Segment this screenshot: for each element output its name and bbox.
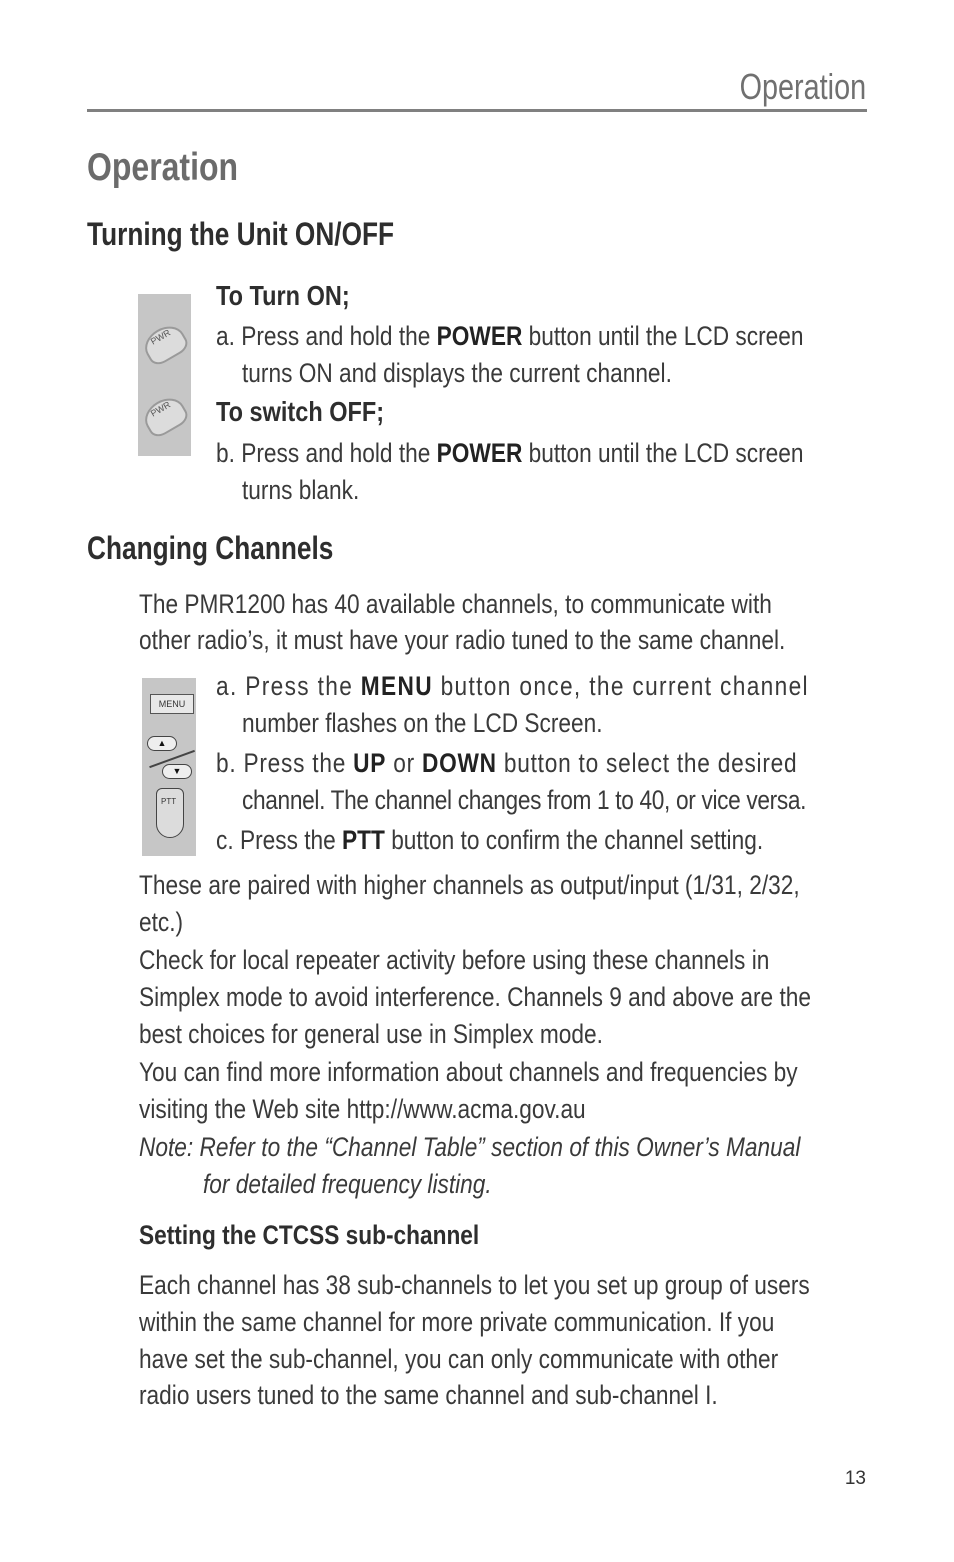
channels-step-a: a. Press the MENU button once, the current channel <box>216 671 809 701</box>
menu-button-icon: MENU <box>150 694 194 714</box>
ctcss-line4: radio users tuned to the same channel and sub-channel I. <box>139 1380 718 1410</box>
repeater-line2: Simplex mode to avoid interference. Channels 9 and above are the <box>139 982 811 1012</box>
power-button-icon <box>139 392 191 441</box>
pwr-label: PWR <box>148 399 173 419</box>
channels-step-b: b. Press the UP or DOWN button to select the desired <box>216 748 798 778</box>
note-line2: for detailed frequency listing. <box>203 1169 492 1199</box>
turn-on-step-a-line2: turns ON and displays the current channel. <box>242 358 672 388</box>
paired-channels-line1: These are paired with higher channels as output/input (1/31, 2/32, <box>139 870 800 900</box>
repeater-line3: best choices for general use in Simplex mode. <box>139 1019 603 1049</box>
ptt-label: PTT <box>161 797 177 806</box>
pwr-label: PWR <box>148 327 173 347</box>
switch-off-step-b-line2: turns blank. <box>242 475 360 505</box>
channel-buttons-illustration <box>142 678 196 856</box>
page-number: 13 <box>844 1468 866 1489</box>
paired-channels-line2: etc.) <box>139 907 184 937</box>
turn-on-step-a: a. Press and hold the POWER button until the LCD screen <box>216 321 804 351</box>
ctcss-line2: within the same channel for more private communication. If you <box>139 1307 775 1337</box>
header-rule <box>87 109 867 112</box>
channels-intro-line2: other radio’s, it must have your radio tuned to the same channel. <box>139 625 786 655</box>
subsection-heading-ctcss: Setting the CTCSS sub-channel <box>139 1220 480 1250</box>
switch-off-label: To switch OFF; <box>216 396 385 427</box>
repeater-line1: Check for local repeater activity before using these channels in <box>139 945 770 975</box>
section-heading-turning: Turning the Unit ON/OFF <box>87 216 395 252</box>
power-button-icon <box>139 320 191 369</box>
note-line1: Note: Refer to the “Channel Table” section of this Owner’s Manual <box>139 1132 801 1162</box>
page-title: Operation <box>87 146 239 189</box>
channels-intro-line1: The PMR1200 has 40 available channels, to communicate with <box>139 589 772 619</box>
channels-step-b-line2: channel. The channel changes from 1 to 40, or vice versa. <box>242 785 807 815</box>
down-arrow-icon: ▼ <box>162 764 192 779</box>
running-header: Operation <box>739 66 866 107</box>
more-info-line2: visiting the Web site http://www.acma.gov.au <box>139 1094 586 1124</box>
more-info-line1: You can find more information about channels and frequencies by <box>139 1057 798 1087</box>
ctcss-line3: have set the sub-channel, you can only communicate with other <box>139 1344 779 1374</box>
turn-on-label: To Turn ON; <box>216 280 350 311</box>
channels-step-a-line2: number flashes on the LCD Screen. <box>242 708 603 738</box>
ctcss-line1: Each channel has 38 sub-channels to let you set up group of users <box>139 1270 810 1300</box>
section-heading-channels: Changing Channels <box>87 530 334 566</box>
power-button-illustration <box>138 294 191 456</box>
ptt-button-icon <box>156 788 184 838</box>
up-arrow-icon: ▲ <box>147 736 177 751</box>
switch-off-step-b: b. Press and hold the POWER button until the LCD screen <box>216 438 804 468</box>
channels-step-c: c. Press the PTT button to confirm the channel setting. <box>216 825 764 855</box>
